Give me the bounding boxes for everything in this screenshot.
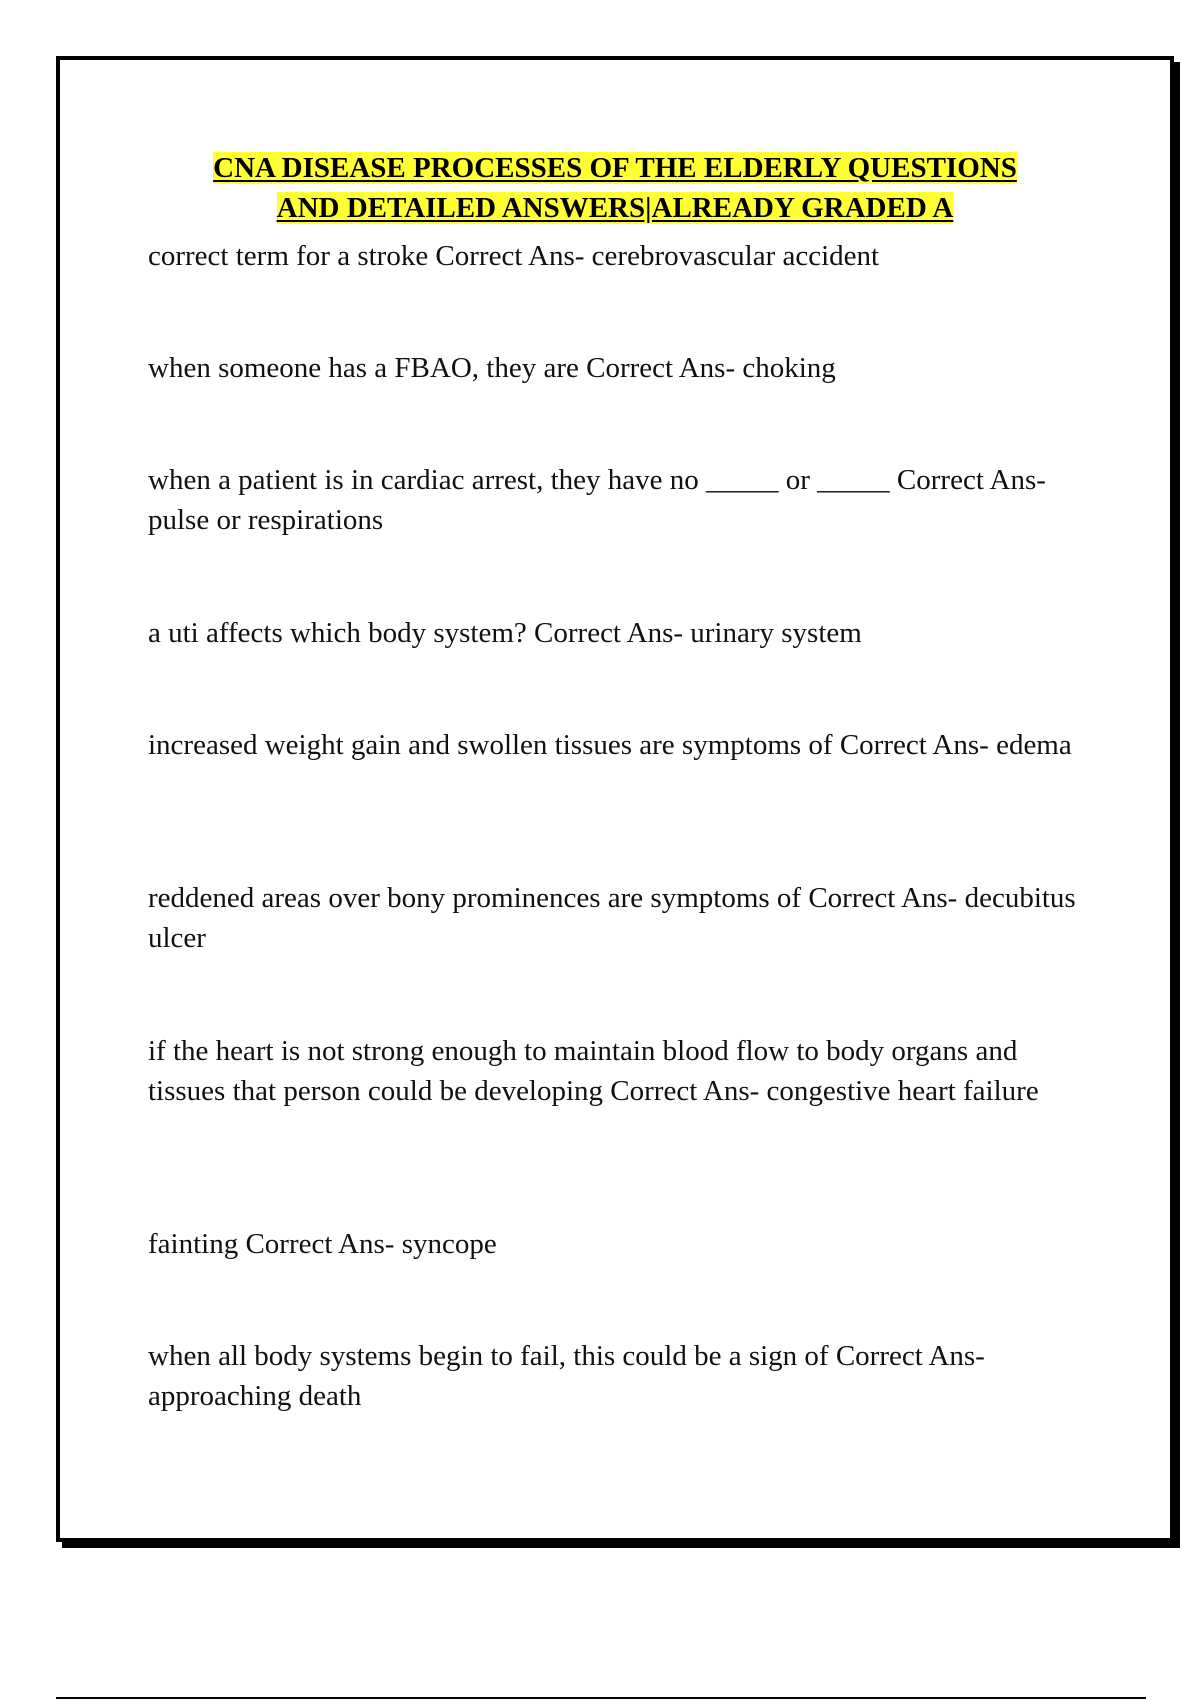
title-line-1: CNA DISEASE PROCESSES OF THE ELDERLY QUESTIONS [213, 152, 1017, 184]
qa-item-congestive-heart-failure: if the heart is not strong enough to maintain blood flow to body organs and tissues that person could be developing Correct Ans- congestive heart failure [148, 1035, 1039, 1107]
document-page [56, 56, 1174, 1542]
qa-item-edema: increased weight gain and swollen tissues are symptoms of Correct Ans- edema [148, 729, 1072, 761]
title-line-2: AND DETAILED ANSWERS|ALREADY GRADED A [276, 192, 954, 224]
qa-item-decubitus-ulcer: reddened areas over bony prominences are symptoms of Correct Ans- decubitus ulcer [148, 882, 1076, 954]
qa-item-fbao: when someone has a FBAO, they are Correct Ans- choking [148, 352, 836, 384]
qa-item-uti: a uti affects which body system? Correct Ans- urinary system [148, 617, 862, 649]
document-title [60, 148, 1170, 228]
qa-item-cardiac-arrest: when a patient is in cardiac arrest, they have no _____ or _____ Correct Ans- pulse or respirations [148, 464, 1046, 536]
qa-item-approaching-death: when all body systems begin to fail, this could be a sign of Correct Ans- approaching death [148, 1340, 985, 1412]
qa-item-syncope: fainting Correct Ans- syncope [148, 1228, 497, 1260]
qa-item-stroke: correct term for a stroke Correct Ans- cerebrovascular accident [148, 240, 880, 272]
page-bottom-rule [56, 1697, 1146, 1699]
